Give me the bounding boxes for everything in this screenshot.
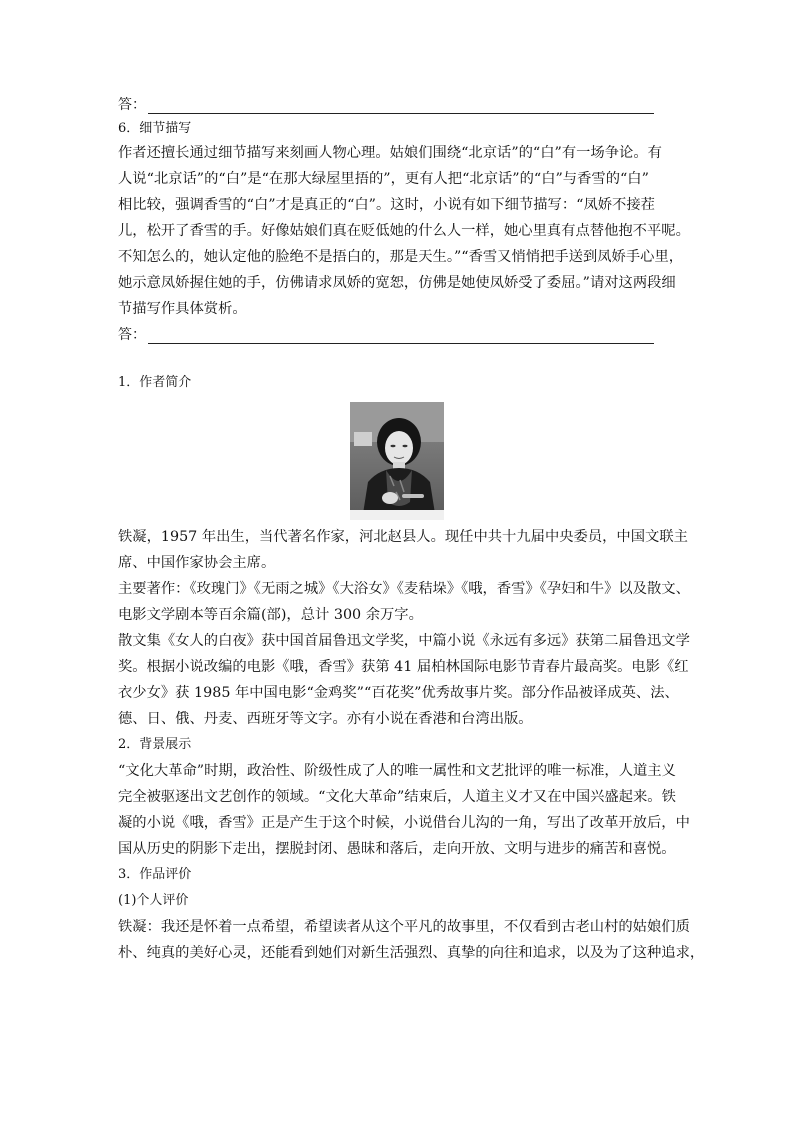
answer-line-2 xyxy=(118,326,678,344)
paragraph-line: 铁凝，1957 年出生，当代著名作家，河北赵县人。现任中共十九届中央委员，中国文联主 xyxy=(118,529,688,545)
section-6-body xyxy=(118,144,690,318)
paragraph-line: 人说“北京话”的“白”是“在那大绿屋里捂的”，更有人把“北京话”的“白”与香雪的“白” xyxy=(118,171,649,187)
section-3-subtitle: (1)个人评价 xyxy=(118,893,189,908)
paragraph-line: 奖。根据小说改编的电影《哦，香雪》获第 41 届柏林国际电影节青春片最高奖。电影《红 xyxy=(118,659,689,675)
paragraph-line: 衣少女》获 1985 年中国电影“金鸡奖”“百花奖”优秀故事片奖。部分作品被译成英、法、 xyxy=(118,685,679,701)
paragraph-line: “文化大革命”时期，政治性、阶级性成了人的唯一属性和文艺批评的唯一标准，人道主义 xyxy=(118,763,676,779)
paragraph-line: 铁凝：我还是怀着一点希望，希望读者从这个平凡的故事里，不仅看到古老山村的姑娘们质 xyxy=(118,919,690,935)
author-bio xyxy=(118,528,690,728)
paragraph-line: 相比较，强调香雪的“白”才是真正的“白”。这时，小说有如下细节描写：“凤娇不接茬 xyxy=(118,197,655,213)
section-6-title: 6．细节描写 xyxy=(118,121,192,136)
document-page xyxy=(118,90,705,962)
section-3-title: 3．作品评价 xyxy=(118,867,192,882)
paragraph-line: 席、中国作家协会主席。 xyxy=(118,555,276,571)
paragraph-line: 散文集《女人的白夜》获中国首届鲁迅文学奖，中篇小说《永远有多远》获第二届鲁迅文学 xyxy=(118,633,690,649)
section-2-title: 2．背景展示 xyxy=(118,737,192,752)
paragraph-line: 作者还擅长通过细节描写来刻画人物心理。姑娘们围绕“北京话”的“白”有一场争论。有 xyxy=(118,145,662,161)
section-3-body xyxy=(118,918,705,962)
paragraph-line: 完全被驱逐出文艺创作的领域。“文化大革命”结束后，人道主义才又在中国兴盛起来。铁 xyxy=(118,789,676,805)
section-2-body xyxy=(118,762,690,858)
paragraph-line: 儿，松开了香雪的手。好像姑娘们真在贬低她的什么人一样，她心里真有点替他抱不平呢。 xyxy=(118,223,690,239)
author-photo-container xyxy=(0,402,794,520)
section-1-title: 1．作者简介 xyxy=(118,375,192,390)
author-photo xyxy=(350,402,444,520)
paragraph-line: 国从历史的阴影下走出，摆脱封闭、愚昧和落后，走向开放、文明与进步的痛苦和喜悦。 xyxy=(118,841,676,857)
paragraph-line: 凝的小说《哦，香雪》正是产生于这个时候，小说借台儿沟的一角，写出了改革开放后，中 xyxy=(118,815,690,831)
paragraph-line: 朴、纯真的美好心灵，还能看到她们对新生活强烈、真挚的向往和追求，以及为了这种追求， xyxy=(118,945,705,961)
answer-line-1 xyxy=(118,96,678,114)
paragraph-line: 主要著作：《玫瑰门》《无雨之城》《大浴女》《麦秸垛》《哦，香雪》《孕妇和牛》以及散文、 xyxy=(118,581,690,597)
answer-label: 答： xyxy=(118,327,146,343)
paragraph-line: 她示意凤娇握住她的手，仿佛请求凤娇的宽恕，仿佛是她使凤娇受了委屈。”请对这两段细 xyxy=(118,275,676,291)
answer-label: 答： xyxy=(118,97,146,113)
answer-blank[interactable] xyxy=(148,329,654,344)
paragraph-line: 德、日、俄、丹麦、西班牙等文字。亦有小说在香港和台湾出版。 xyxy=(118,711,533,727)
paragraph-line: 不知怎么的，她认定他的脸绝不是捂白的，那是天生。”“香雪又悄悄把手送到凤娇手心里， xyxy=(118,249,684,265)
paragraph-line: 节描写作具体赏析。 xyxy=(118,301,247,317)
paragraph-line: 电影文学剧本等百余篇(部)，总计 300 余万字。 xyxy=(118,607,423,623)
answer-blank[interactable] xyxy=(148,99,654,114)
